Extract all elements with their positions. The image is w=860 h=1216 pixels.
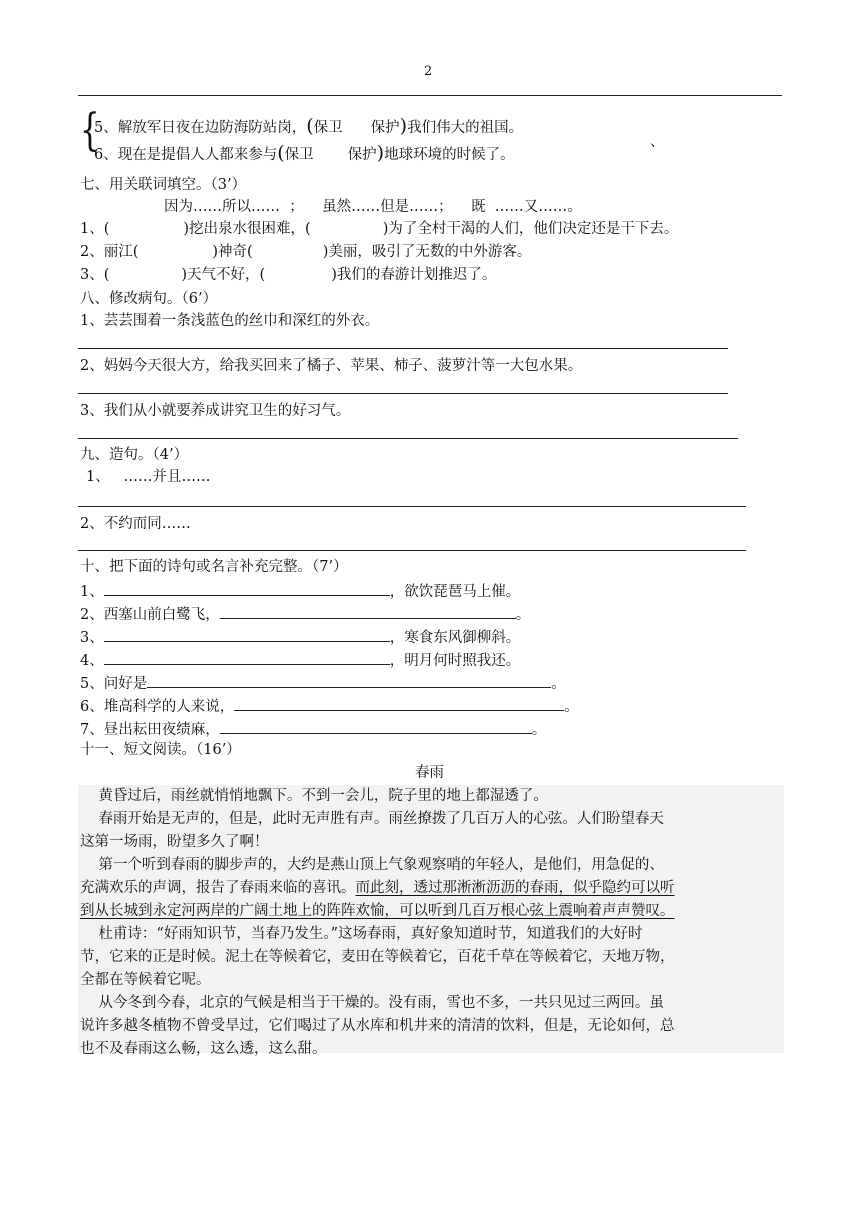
poem-q7-blank[interactable] xyxy=(220,718,532,734)
poem-q1-post: ，欲饮琵琶马上催。 xyxy=(389,584,521,600)
q3-part-c: )我们的春游计划推迟了。 xyxy=(331,267,497,283)
item-6-option-1[interactable]: 保卫 xyxy=(284,147,314,163)
section-11-title: 十一、短文阅读。（16’） xyxy=(80,742,241,758)
item-6-option-2[interactable]: 保护 xyxy=(347,147,377,163)
section-8-title: 八、修改病句。（6’） xyxy=(80,291,218,307)
passage-underlined-sentence-b: 到从长城到永定河两岸的广阔土地上的阵阵欢愉，可以听到几百万根心弦上震响着声声赞叹。 xyxy=(80,903,675,919)
poem-q2-pre: 2、西塞山前白鹭飞， xyxy=(80,607,220,623)
q2-part-c: )美丽，吸引了无数的中外游客。 xyxy=(322,244,532,260)
section-9-q2: 2、不约而同…… xyxy=(80,516,191,532)
section-7-options: 因为……所以…… ； 虽然……但是……； 既 ……又……。 xyxy=(164,199,582,215)
section-8-q3: 3、我们从小就要养成讲究卫生的好习气。 xyxy=(80,403,351,419)
item-5: 5、解放军日夜在边防海防站岗，(保卫 保护)我们伟大的祖国。 xyxy=(94,115,524,137)
answer-line-8-2[interactable] xyxy=(78,393,728,394)
section-8-q2: 2、妈妈今天很大方，给我买回来了橘子、苹果、柿子、菠萝汁等一大包水果。 xyxy=(80,358,583,374)
poem-q7-post: 。 xyxy=(531,722,547,738)
passage-line-10: 从今冬到今春，北京的气候是相当于干燥的。没有雨，雪也不多，一共只见过三两回。虽 xyxy=(80,995,664,1011)
poem-q3-post: ，寒食东风御柳斜。 xyxy=(389,630,521,646)
q1-part-c: )为了全村干渴的人们，他们决定还是干下去。 xyxy=(382,221,679,237)
passage-line-1: 黄昏过后，雨丝就悄悄地飘下。不到一会儿，院子里的地上都湿透了。 xyxy=(80,788,548,804)
section-7-title: 七、用关联词填空。（3’） xyxy=(80,177,247,193)
poem-q4-blank[interactable] xyxy=(104,649,390,665)
passage-line-5-plain: 充满欢乐的声调，报告了春雨来临的喜讯。 xyxy=(80,880,356,896)
passage-line-8: 节，它来的正是时候。泥土在等候着它，麦田在等候着它，百花千草在等候着它，天地万物， xyxy=(80,949,675,965)
poem-q6-post: 。 xyxy=(564,699,579,715)
poem-q4-pre: 4、 xyxy=(80,653,104,669)
item-5-tail: 我们伟大的祖国。 xyxy=(407,120,524,136)
section-7-q3 xyxy=(80,265,496,285)
section-9-title: 九、造句。（4’） xyxy=(80,447,189,463)
q3-part-a: 3、( xyxy=(80,267,110,283)
answer-line-8-3[interactable] xyxy=(78,438,738,439)
poem-q2-post: 。 xyxy=(515,607,531,623)
section-9-q1: 1、 ……并且…… xyxy=(86,469,211,485)
poem-q1 xyxy=(80,580,520,602)
poem-q1-pre: 1、 xyxy=(80,584,104,600)
poem-q5-blank[interactable] xyxy=(147,672,551,688)
page-number: 2 xyxy=(424,64,433,79)
q3-part-b: )天气不好，( xyxy=(181,267,266,283)
stray-mark: 、 xyxy=(650,134,665,150)
passage-line-3: 这第一场雨，盼望多久了啊！ xyxy=(80,834,269,850)
poem-q6 xyxy=(80,695,579,717)
poem-q2 xyxy=(80,603,530,625)
left-brace: { xyxy=(80,105,100,156)
poem-q1-blank[interactable] xyxy=(104,580,390,596)
poem-q4-post: ，明月何时照我还。 xyxy=(389,653,521,669)
header-rule xyxy=(78,95,782,96)
poem-q2-blank[interactable] xyxy=(220,603,516,619)
section-8-q1: 1、芸芸围着一条浅蓝色的丝巾和深红的外衣。 xyxy=(80,313,380,329)
poem-q4 xyxy=(80,649,520,671)
item-5-text: 5、解放军日夜在边防海防站岗， xyxy=(94,120,307,136)
passage-line-7: 杜甫诗：“好雨知识节，当春乃发生。”这场春雨，真好象知道时节，知道我们的大好时 xyxy=(80,926,643,942)
poem-q3-pre: 3、 xyxy=(80,630,104,646)
poem-q5-post: 。 xyxy=(551,676,566,692)
q1-part-b: )挖出泉水很困难，( xyxy=(183,221,311,237)
poem-q3 xyxy=(80,626,520,648)
item-5-option-1[interactable]: 保卫 xyxy=(313,120,343,136)
poem-q5 xyxy=(80,672,566,694)
passage-line-5 xyxy=(80,878,675,898)
poem-q7-pre: 7、昼出耘田夜绩麻， xyxy=(80,722,220,738)
poem-q5-pre: 5、问好是 xyxy=(80,676,148,692)
poem-q6-blank[interactable] xyxy=(234,695,564,711)
answer-line-9-1[interactable] xyxy=(78,506,746,507)
item-6-tail: 地球环境的时候了。 xyxy=(384,147,515,163)
passage-line-11: 说许多越冬植物不曾受旱过，它们喝过了从水库和机井来的清清的饮料，但是，无论如何，总 xyxy=(80,1018,675,1034)
answer-line-9-2[interactable] xyxy=(78,550,746,551)
item-6: 6、现在是提倡人人都来参与(保卫 保护)地球环境的时候了。 xyxy=(94,142,515,164)
passage-line-4: 第一个听到春雨的脚步声的，大约是燕山顶上气象观察哨的年轻人，是他们，用急促的、 xyxy=(80,857,664,873)
q1-part-a: 1、( xyxy=(80,221,110,237)
section-7-q1 xyxy=(80,219,678,239)
passage-line-12: 也不及春雨这么畅，这么透，这么甜。 xyxy=(80,1041,327,1057)
item-6-text: 6、现在是提倡人人都来参与 xyxy=(94,147,278,163)
item-5-option-2[interactable]: 保护 xyxy=(370,120,400,136)
poem-q7 xyxy=(80,718,546,740)
poem-q6-pre: 6、堆高科学的人来说， xyxy=(80,699,235,715)
passage-line-2: 春雨开始是无声的，但是，此时无声胜有声。雨丝撩拨了几百万人的心弦。人们盼望春天 xyxy=(80,811,664,827)
q2-part-a: 2、丽江( xyxy=(80,244,139,260)
section-7-q2 xyxy=(80,242,531,262)
passage-title: 春雨 xyxy=(415,765,444,781)
passage-line-9: 全都在等候着它呢。 xyxy=(80,972,211,988)
answer-line-8-1[interactable] xyxy=(78,348,728,349)
section-10-title: 十、把下面的诗句或名言补充完整。（7’） xyxy=(80,559,348,575)
q2-part-b: )神奇( xyxy=(212,244,253,260)
passage-underlined-sentence-a: 而此刻，透过那淅淅沥沥的春雨，似乎隐约可以听 xyxy=(355,880,675,896)
poem-q3-blank[interactable] xyxy=(104,626,390,642)
